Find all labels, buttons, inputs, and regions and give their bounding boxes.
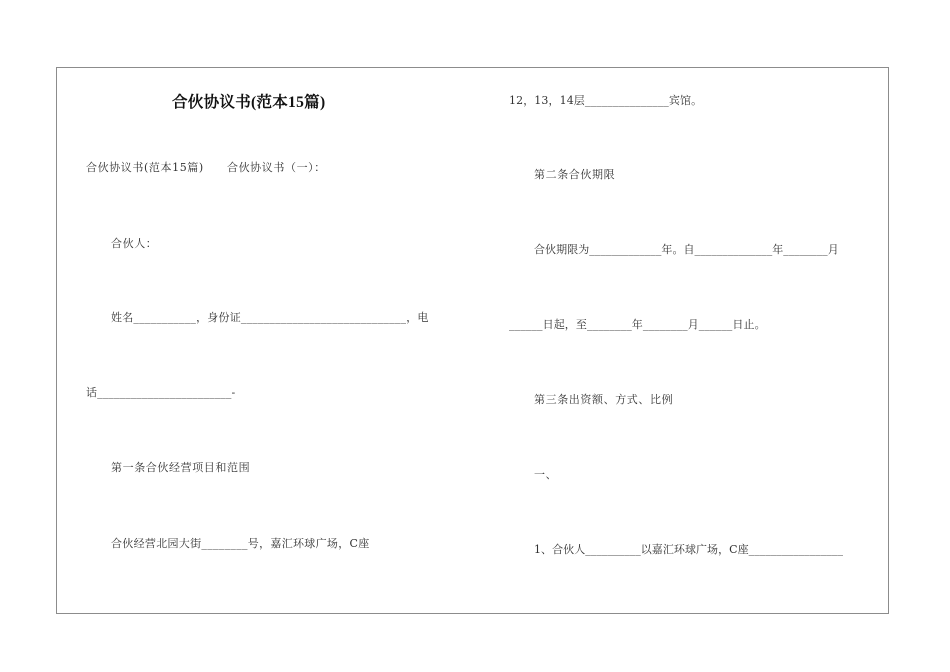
article2-heading: 第二条合伙期限 xyxy=(534,168,616,181)
floors-line: 12，13，14层_______________宾馆。 xyxy=(509,94,703,107)
partner-heading: 合伙人： xyxy=(111,237,158,250)
intro-line: 合伙协议书(范本15篇) 合伙协议书（一）： xyxy=(86,161,326,174)
item-one: 一、 xyxy=(534,468,558,481)
article1-heading: 第一条合伙经营项目和范围 xyxy=(111,461,251,474)
item-1-1: 1、合伙人__________以嘉汇环球广场，C座_________________ xyxy=(534,543,844,556)
page-frame xyxy=(56,67,889,614)
term-line-2: ______日起，至________年________月______日止。 xyxy=(509,318,766,331)
document-title: 合伙协议书(范本15篇) xyxy=(172,94,326,111)
article3-heading: 第三条出资额、方式、比例 xyxy=(534,393,674,406)
name-id-line: 姓名___________，身份证_____________________________，电 xyxy=(111,311,429,324)
phone-line: 话________________________- xyxy=(86,386,236,399)
term-line-1: 合伙期限为_____________年。自______________年________月 xyxy=(534,243,839,256)
article1-text: 合伙经营北园大街________号，嘉汇环球广场，C座 xyxy=(111,537,370,550)
